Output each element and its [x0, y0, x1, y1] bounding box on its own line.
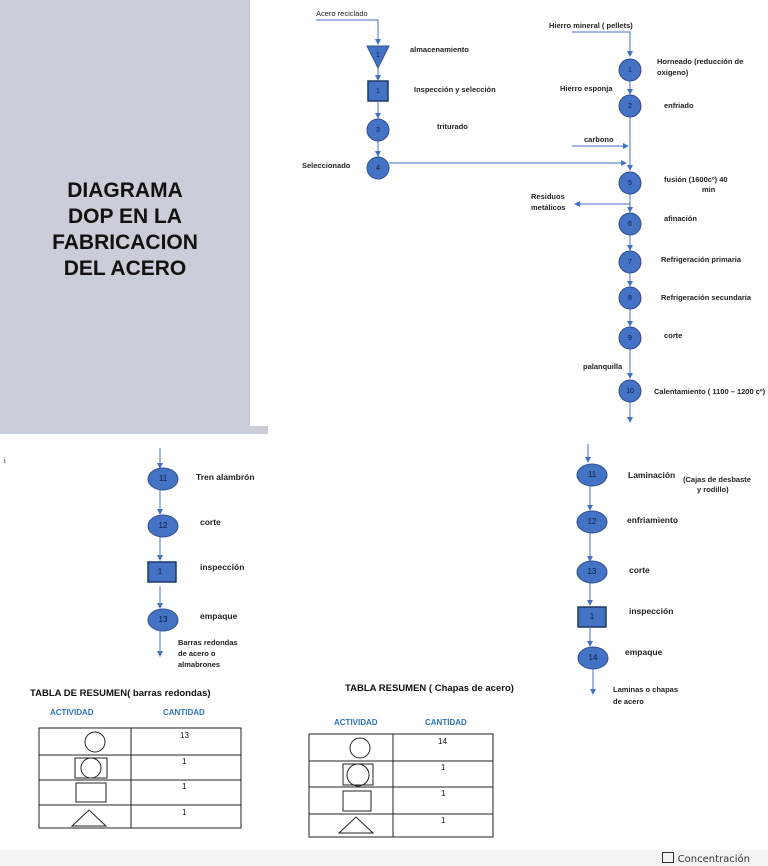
table-header: ACTIVIDAD	[50, 708, 94, 717]
svg-text:10: 10	[626, 387, 634, 395]
step-label: afinación	[664, 214, 697, 223]
step-label: Calentamiento ( 1100 – 1200 cº)	[654, 387, 766, 396]
table-header: ACTIVIDAD	[334, 718, 378, 727]
step-label: Refrigeración primaria	[661, 255, 742, 264]
input-acero-reciclado: Acero reciclado	[316, 9, 368, 18]
step-label: empaque	[200, 611, 238, 621]
side-label-seleccionado: Seleccionado	[302, 161, 351, 170]
step-label: fusión (1600cº) 40	[664, 175, 728, 184]
step-label: triturado	[437, 122, 468, 131]
svg-text:1: 1	[628, 66, 632, 74]
combined-symbol-circle	[347, 764, 369, 786]
step-label: corte	[664, 331, 683, 340]
inspection-symbol	[76, 783, 106, 802]
step-label: corte	[629, 565, 650, 575]
output-label: Barras redondas	[178, 638, 238, 647]
step-label: oxigeno)	[657, 68, 689, 77]
storage-symbol	[72, 810, 106, 826]
table-title: TABLA DE RESUMEN( barras redondas)	[30, 688, 211, 699]
focus-label: Concentración	[677, 854, 750, 865]
table-cell: 1	[182, 808, 187, 817]
diagram-title: DIAGRAMA DOP EN LA FABRICACION DEL ACERO	[52, 179, 198, 280]
flow-line	[316, 20, 378, 44]
operation-symbol	[350, 738, 370, 758]
step-label: Inspección y selección	[414, 85, 496, 94]
stray-mark: i	[4, 456, 6, 465]
step-label: almacenamiento	[410, 45, 469, 54]
summary-table-bars	[39, 728, 241, 828]
output-label: de acero	[613, 697, 644, 706]
storage-symbol	[339, 817, 373, 833]
status-bar	[0, 850, 768, 866]
step-label: Refrigeración secundaria	[661, 293, 752, 302]
table-cell: 1	[441, 789, 446, 798]
output-residuos: metálicos	[531, 203, 566, 212]
output-label: almabrones	[178, 660, 221, 669]
output-residuos: Residuos	[531, 192, 565, 201]
svg-text:12: 12	[587, 517, 597, 527]
svg-text:1: 1	[376, 87, 380, 95]
table-cell: 13	[180, 731, 189, 740]
table-cell: 1	[441, 816, 446, 825]
step-label: y rodillo)	[697, 485, 729, 494]
table-header: CANTIDAD	[425, 718, 467, 727]
input-carbono: carbono	[584, 135, 614, 144]
svg-text:4: 4	[376, 164, 380, 172]
output-label: de acero o	[178, 649, 216, 658]
combined-symbol-circle	[81, 758, 101, 778]
table-cell: 1	[182, 782, 187, 791]
svg-text:7: 7	[628, 258, 632, 266]
side-label-hierro-esponja: Hierro esponja	[560, 84, 613, 93]
table-title: TABLA RESUMEN ( Chapas de acero)	[345, 683, 514, 694]
svg-text:6: 6	[628, 220, 632, 228]
step-label: inspección	[200, 562, 245, 572]
input-hierro-mineral: Hierro mineral ( pellets)	[549, 21, 633, 30]
step-label: Tren alambrón	[196, 472, 255, 482]
step-label: (Cajas de desbaste	[683, 475, 751, 484]
svg-text:14: 14	[588, 653, 598, 663]
table-cell: 1	[182, 757, 187, 766]
table-cell: 14	[438, 737, 447, 746]
summary-table-sheets	[309, 734, 493, 837]
svg-text:5: 5	[628, 179, 632, 187]
table-cell: 1	[441, 763, 446, 772]
flow-line	[572, 32, 630, 56]
step-label: corte	[200, 517, 221, 527]
svg-text:3: 3	[376, 126, 380, 134]
operation-symbol	[85, 732, 105, 752]
svg-text:13: 13	[587, 567, 597, 577]
step-label: inspección	[629, 606, 674, 616]
step-label: empaque	[625, 647, 663, 657]
svg-text:1: 1	[157, 567, 163, 577]
svg-text:11: 11	[587, 470, 597, 480]
svg-text:9: 9	[628, 334, 632, 342]
step-label: Laminación	[628, 470, 676, 480]
step-label: Horneado (reducción de	[657, 57, 744, 66]
svg-text:1: 1	[376, 51, 380, 59]
svg-text:12: 12	[158, 521, 168, 531]
table-header: CANTIDAD	[163, 708, 205, 717]
label-palanquilla: palanquilla	[583, 362, 623, 371]
svg-text:1: 1	[589, 612, 595, 622]
inspection-symbol	[343, 791, 371, 811]
step-label: enfriamiento	[627, 515, 679, 525]
focus-icon	[662, 852, 674, 863]
svg-text:11: 11	[158, 474, 168, 484]
focus-mode-button[interactable]	[662, 852, 750, 865]
svg-text:8: 8	[628, 294, 632, 302]
output-label: Laminas o chapas	[613, 685, 679, 694]
step-label: min	[702, 185, 716, 194]
combined-symbol	[75, 758, 107, 778]
step-label: enfriado	[664, 101, 694, 110]
svg-text:2: 2	[628, 102, 632, 110]
svg-text:13: 13	[158, 615, 168, 625]
